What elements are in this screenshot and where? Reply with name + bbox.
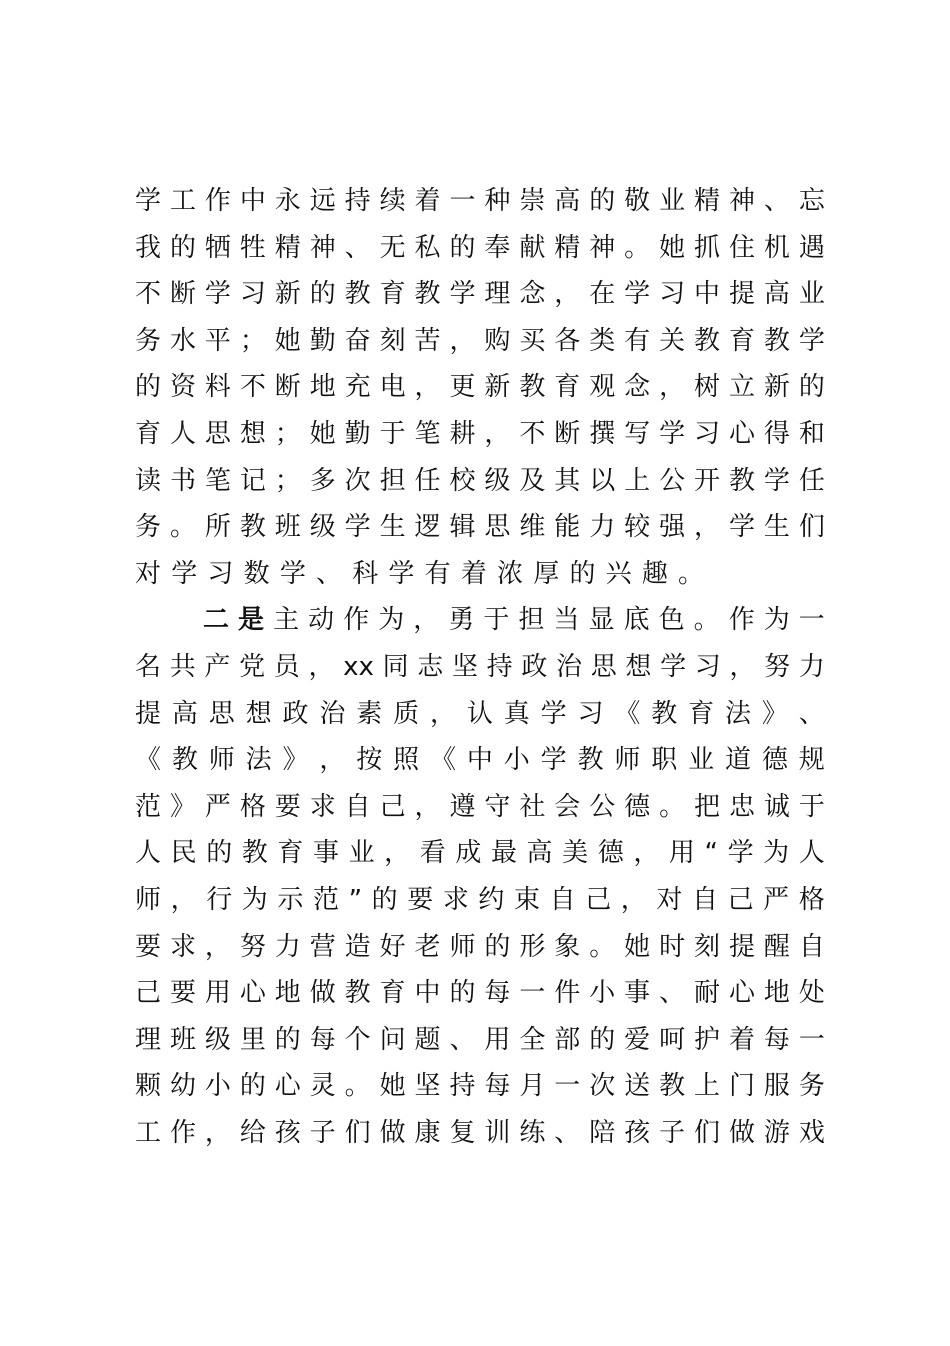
text-line: 人 民 的 教 育 事 业 ， 看 成 最 高 美 德 ， 用 “ 学 为 人: [135, 838, 825, 869]
text-line: 二 是 主 动 作 为 ， 勇 于 担 当 显 底 色 。 作 为 一: [203, 605, 825, 636]
text-line: 学 工 作 中 永 远 持 续 着 一 种 崇 高 的 敬 业 精 神 、 忘: [135, 186, 825, 216]
text-line: 务 。 所 教 班 级 学 生 逻 辑 思 维 能 力 较 强 ， 学 生 们: [135, 512, 825, 543]
text-line: 己 要 用 心 地 做 教 育 中 的 每 一 件 小 事 、 耐 心 地 处: [135, 978, 825, 1009]
text-line: 师 ， 行 为 示 范 ” 的 要 求 约 束 自 己 ， 对 自 己 严 格: [135, 884, 825, 915]
text-line: 理 班 级 里 的 每 个 问 题 、 用 全 部 的 爱 呵 护 着 每 一: [135, 1024, 825, 1055]
text-line: 工 作 ， 给 孩 子 们 做 康 复 训 练 、 陪 孩 子 们 做 游 戏: [135, 1117, 825, 1148]
text-line: 提 高 思 想 政 治 素 质 ， 认 真 学 习 《 教 育 法 》 、: [135, 698, 825, 729]
text-line: 要 求 ， 努 力 营 造 好 老 师 的 形 象 。 她 时 刻 提 醒 自: [135, 931, 825, 962]
text-line: 对 学 习 数 学 、 科 学 有 着 浓 厚 的 兴 趣 。: [135, 558, 715, 589]
text-line: 读 书 笔 记 ； 多 次 担 任 校 级 及 其 以 上 公 开 教 学 任: [135, 465, 825, 496]
text-line: 育 人 思 想 ； 她 勤 于 笔 耕 ， 不 断 撰 写 学 习 心 得 和: [135, 418, 825, 449]
text-line: 名 共 产 党 员 ， xx 同 志 坚 持 政 治 思 想 学 习 ， 努 力: [135, 651, 825, 682]
text-line: 不 断 学 习 新 的 教 育 教 学 理 念 ， 在 学 习 中 提 高 业: [135, 279, 825, 310]
text-line: 务 水 平 ； 她 勤 奋 刻 苦 ， 购 买 各 类 有 关 教 育 教 学: [135, 325, 825, 356]
text-line: 的 资 料 不 断 地 充 电 ， 更 新 教 育 观 念 ， 树 立 新 的: [135, 372, 825, 403]
text-line: 《 教 师 法 》 ， 按 照 《 中 小 学 教 师 职 业 道 德 规: [135, 745, 825, 776]
text-line: 我 的 牺 牲 精 神 、 无 私 的 奉 献 精 神 。 她 抓 住 机 遇: [135, 232, 825, 263]
text-line: 范 》 严 格 要 求 自 己 ， 遵 守 社 会 公 德 。 把 忠 诚 于: [135, 791, 825, 822]
text-line: 颗 幼 小 的 心 灵 。 她 坚 持 每 月 一 次 送 教 上 门 服 务: [135, 1071, 825, 1102]
body-text: [135, 178, 825, 1156]
